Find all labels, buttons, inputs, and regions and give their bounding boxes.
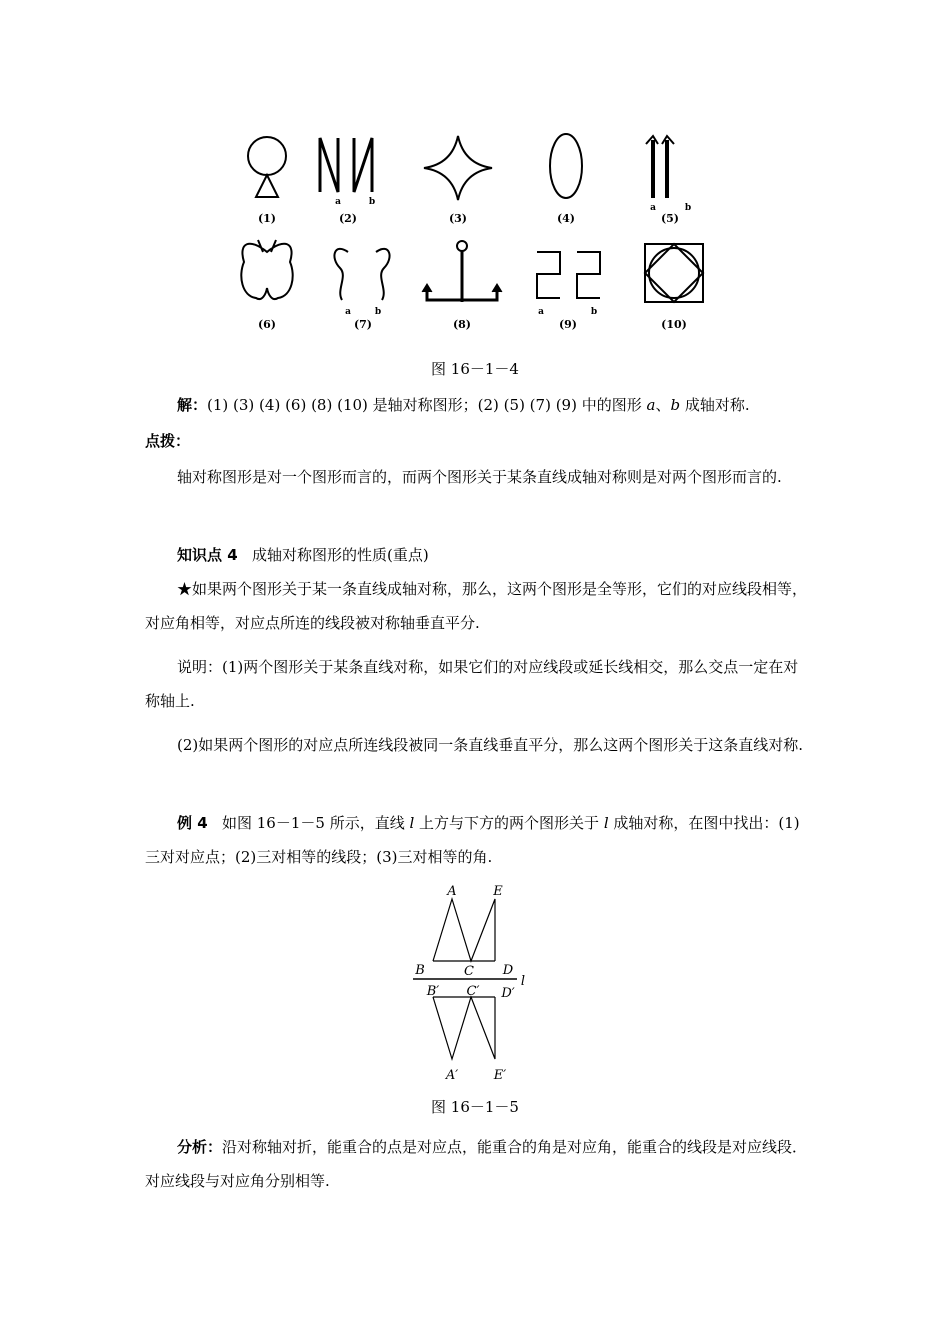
- pair-label-a: a: [345, 307, 351, 317]
- knowledge-title: 成轴对称图形的性质(重点): [251, 546, 429, 564]
- shape-2-letters: [320, 138, 372, 192]
- knowledge-label: 知识点 4: [177, 546, 238, 564]
- pair-label-b: b: [368, 197, 376, 207]
- point-label: B′: [426, 984, 440, 999]
- figure-label: (5): [660, 212, 680, 225]
- example-text-3: 成轴对称，在图中找出：(1)三对对应点；(2)三对相等的线段；(3)三对相等的角.: [145, 814, 800, 866]
- solution-paragraph: [145, 388, 810, 422]
- point-label: D′: [501, 986, 515, 1001]
- var-a: a: [646, 396, 656, 414]
- figure-label: (6): [257, 318, 277, 331]
- solution-text-2: 成轴对称.: [680, 396, 750, 414]
- example-label: 例 4: [177, 814, 208, 832]
- figure-caption-2: 图 16－1－5: [431, 1098, 519, 1116]
- figure-label: (3): [448, 212, 468, 225]
- note2-paragraph: (2)如果两个图形的对应点所连线段被同一条直线垂直平分，那么这两个图形关于这条直线对称.: [177, 736, 804, 754]
- figure-label: (8): [452, 318, 472, 331]
- analysis-text: 沿对称轴对折，能重合的点是对应点，能重合的角是对应角，能重合的线段是对应线段．对应线段与对应角分别相等.: [145, 1138, 808, 1190]
- var-b: b: [670, 396, 681, 414]
- shape-9-hooks: [537, 252, 600, 298]
- note1-paragraph: 说明：(1)两个图形关于某条直线对称，如果它们的对应线段或延长线相交，那么交点一定在对称轴上.: [145, 658, 799, 710]
- pair-label-a: a: [538, 307, 544, 317]
- point-label: E′: [493, 1068, 507, 1083]
- figure-label: (9): [558, 318, 578, 331]
- analysis-label: 分析：: [177, 1138, 223, 1156]
- point-label: C: [464, 964, 474, 979]
- figure-label: (1): [257, 212, 277, 225]
- figure-label: (4): [556, 212, 576, 225]
- pair-label-a: a: [335, 197, 341, 207]
- point-label: B: [415, 963, 425, 978]
- shape-4-ellipse: [550, 134, 582, 198]
- pair-label-b: b: [684, 203, 692, 213]
- tip-paragraph: 轴对称图形是对一个图形而言的，而两个图形关于某条直线成轴对称则是对两个图形而言的.: [177, 468, 782, 486]
- knowledge-heading: [145, 538, 810, 572]
- lower-figure: [433, 997, 495, 1059]
- shape-3-star: [424, 136, 492, 200]
- point-label: C′: [466, 984, 480, 999]
- property-paragraph: ★如果两个图形关于某一条直线成轴对称，那么，这两个图形是全等形，它们的对应线段相等，对应角相等，对应点所连的线段被对称轴垂直平分.: [145, 580, 808, 632]
- example-text-1: 如图 16－1－5 所示，直线: [221, 814, 410, 832]
- pair-label-a: a: [650, 203, 656, 213]
- shape-8-anchor: [422, 241, 502, 302]
- figure-label: (10): [661, 318, 687, 331]
- shape-10-square: [645, 244, 703, 302]
- solution-label: 解：: [177, 396, 208, 414]
- var-l: l: [603, 814, 609, 832]
- example-paragraph: [145, 806, 810, 874]
- shape-6-butterfly: [241, 240, 292, 299]
- figure-16-1-5: [405, 885, 535, 1100]
- shape-1-circle-triangle: [248, 137, 286, 197]
- analysis-paragraph: [145, 1130, 810, 1198]
- example-text-2: 上方与下方的两个图形关于: [414, 814, 604, 832]
- point-label: A: [447, 885, 457, 899]
- figure-label: (7): [353, 318, 373, 331]
- figure-16-1-4: [230, 130, 710, 340]
- point-label: D: [502, 963, 514, 978]
- shape-5-arrows: [653, 140, 667, 198]
- tip-label: 点拨：: [145, 432, 191, 450]
- pair-label-b: b: [590, 307, 598, 317]
- figure-label: (2): [338, 212, 358, 225]
- figure-caption-1: 图 16－1－4: [431, 360, 519, 378]
- pair-label-b: b: [374, 307, 382, 317]
- point-label: A′: [445, 1068, 459, 1083]
- solution-sep: 、: [655, 396, 671, 414]
- var-l: l: [409, 814, 415, 832]
- upper-figure: [433, 899, 495, 961]
- shape-7-curves: [334, 249, 389, 300]
- point-label: E: [493, 885, 503, 899]
- solution-text-1: (1) (3) (4) (6) (8) (10) 是轴对称图形；(2) (5) (7) (9) 中的图形: [207, 396, 647, 414]
- tip-label-line: [145, 424, 810, 458]
- line-label: l: [520, 974, 526, 989]
